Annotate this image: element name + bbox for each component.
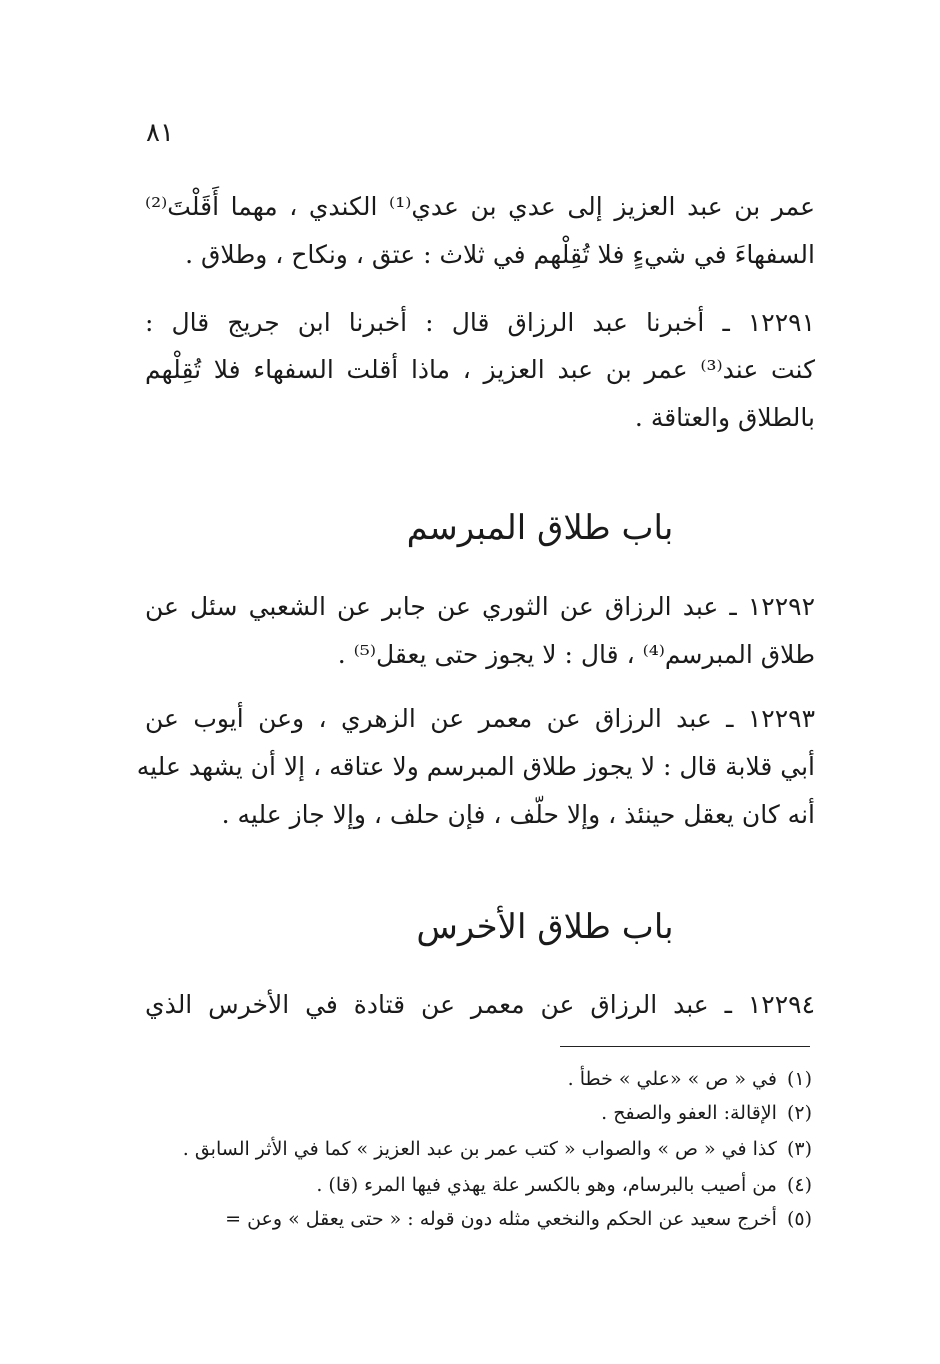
footnote-number: (١)	[786, 1068, 812, 1090]
footnote-1	[568, 1068, 812, 1090]
footnote-number: (٣)	[786, 1138, 812, 1160]
footnote-2	[601, 1102, 812, 1124]
text-line: ١٢٢٩٤ ـ عبد الرزاق عن معمر عن قتادة في الأخرس الذي	[145, 990, 815, 1019]
text-line: ١٢٢٩٢ ـ عبد الرزاق عن الثوري عن جابر عن الشعبي سئل عن	[145, 592, 815, 621]
footnote-5	[225, 1208, 812, 1230]
footnote-number: (٢)	[786, 1102, 812, 1124]
footnote-text: أخرج سعيد عن الحكم والنخعي مثله دون قوله : « حتى يعقل » وعن =	[225, 1208, 777, 1230]
footnote-divider	[560, 1046, 810, 1047]
text-line: بالطلاق والعتاقة .	[634, 403, 815, 432]
footnote-4	[316, 1174, 812, 1196]
footnote-number: (٥)	[786, 1208, 812, 1230]
text-line: طلاق المبرسم⁽⁴⁾ ، قال : لا يجوز حتى يعقل⁽⁵⁾ .	[337, 640, 815, 669]
section-heading-mubarsam: باب طلاق المبرسم	[406, 508, 674, 548]
text-line: عمر بن عبد العزيز إلى عدي بن عدي⁽¹⁾ الكندي ، مهما أَقَلْتَ⁽²⁾	[145, 192, 815, 221]
footnote-text: في « ص » «علي » خطأ .	[567, 1068, 777, 1090]
text-line: أبي قلابة قال : لا يجوز طلاق المبرسم ولا عتاقه ، إلا أن يشهد عليه	[136, 752, 815, 781]
footnote-text: كذا في « ص » والصواب « كتب عمر بن عبد العزيز » كما في الأثر السابق .	[182, 1138, 777, 1160]
text-line: أنه كان يعقل حينئذ ، وإلا حلّف ، فإن حلف ، وإلا جاز عليه .	[221, 800, 815, 829]
footnote-number: (٤)	[786, 1174, 812, 1196]
page-number: ٨١	[146, 118, 174, 148]
text-line: ١٢٢٩١ ـ أخبرنا عبد الرزاق قال : أخبرنا ابن جريج قال :	[145, 308, 815, 337]
footnote-text: من أصيب بالبرسام، وهو بالكسر علة يهذي فيها المرء (قا) .	[316, 1174, 777, 1196]
footnote-3	[183, 1138, 812, 1160]
text-line: ١٢٢٩٣ ـ عبد الرزاق عن معمر عن الزهري ، وعن أيوب عن	[145, 704, 815, 733]
text-line: السفهاءَ في شيءٍ فلا تُقِلْهم في ثلاث : عتق ، ونكاح ، وطلاق .	[185, 240, 815, 269]
section-heading-akhras: باب طلاق الأخرس	[416, 907, 674, 947]
footnote-text: الإقالة: العفو والصفح .	[601, 1102, 777, 1124]
text-line: كنت عند⁽³⁾ عمر بن عبد العزيز ، ماذا أقلت السفهاء فلا تُقِلْهم	[145, 355, 815, 384]
